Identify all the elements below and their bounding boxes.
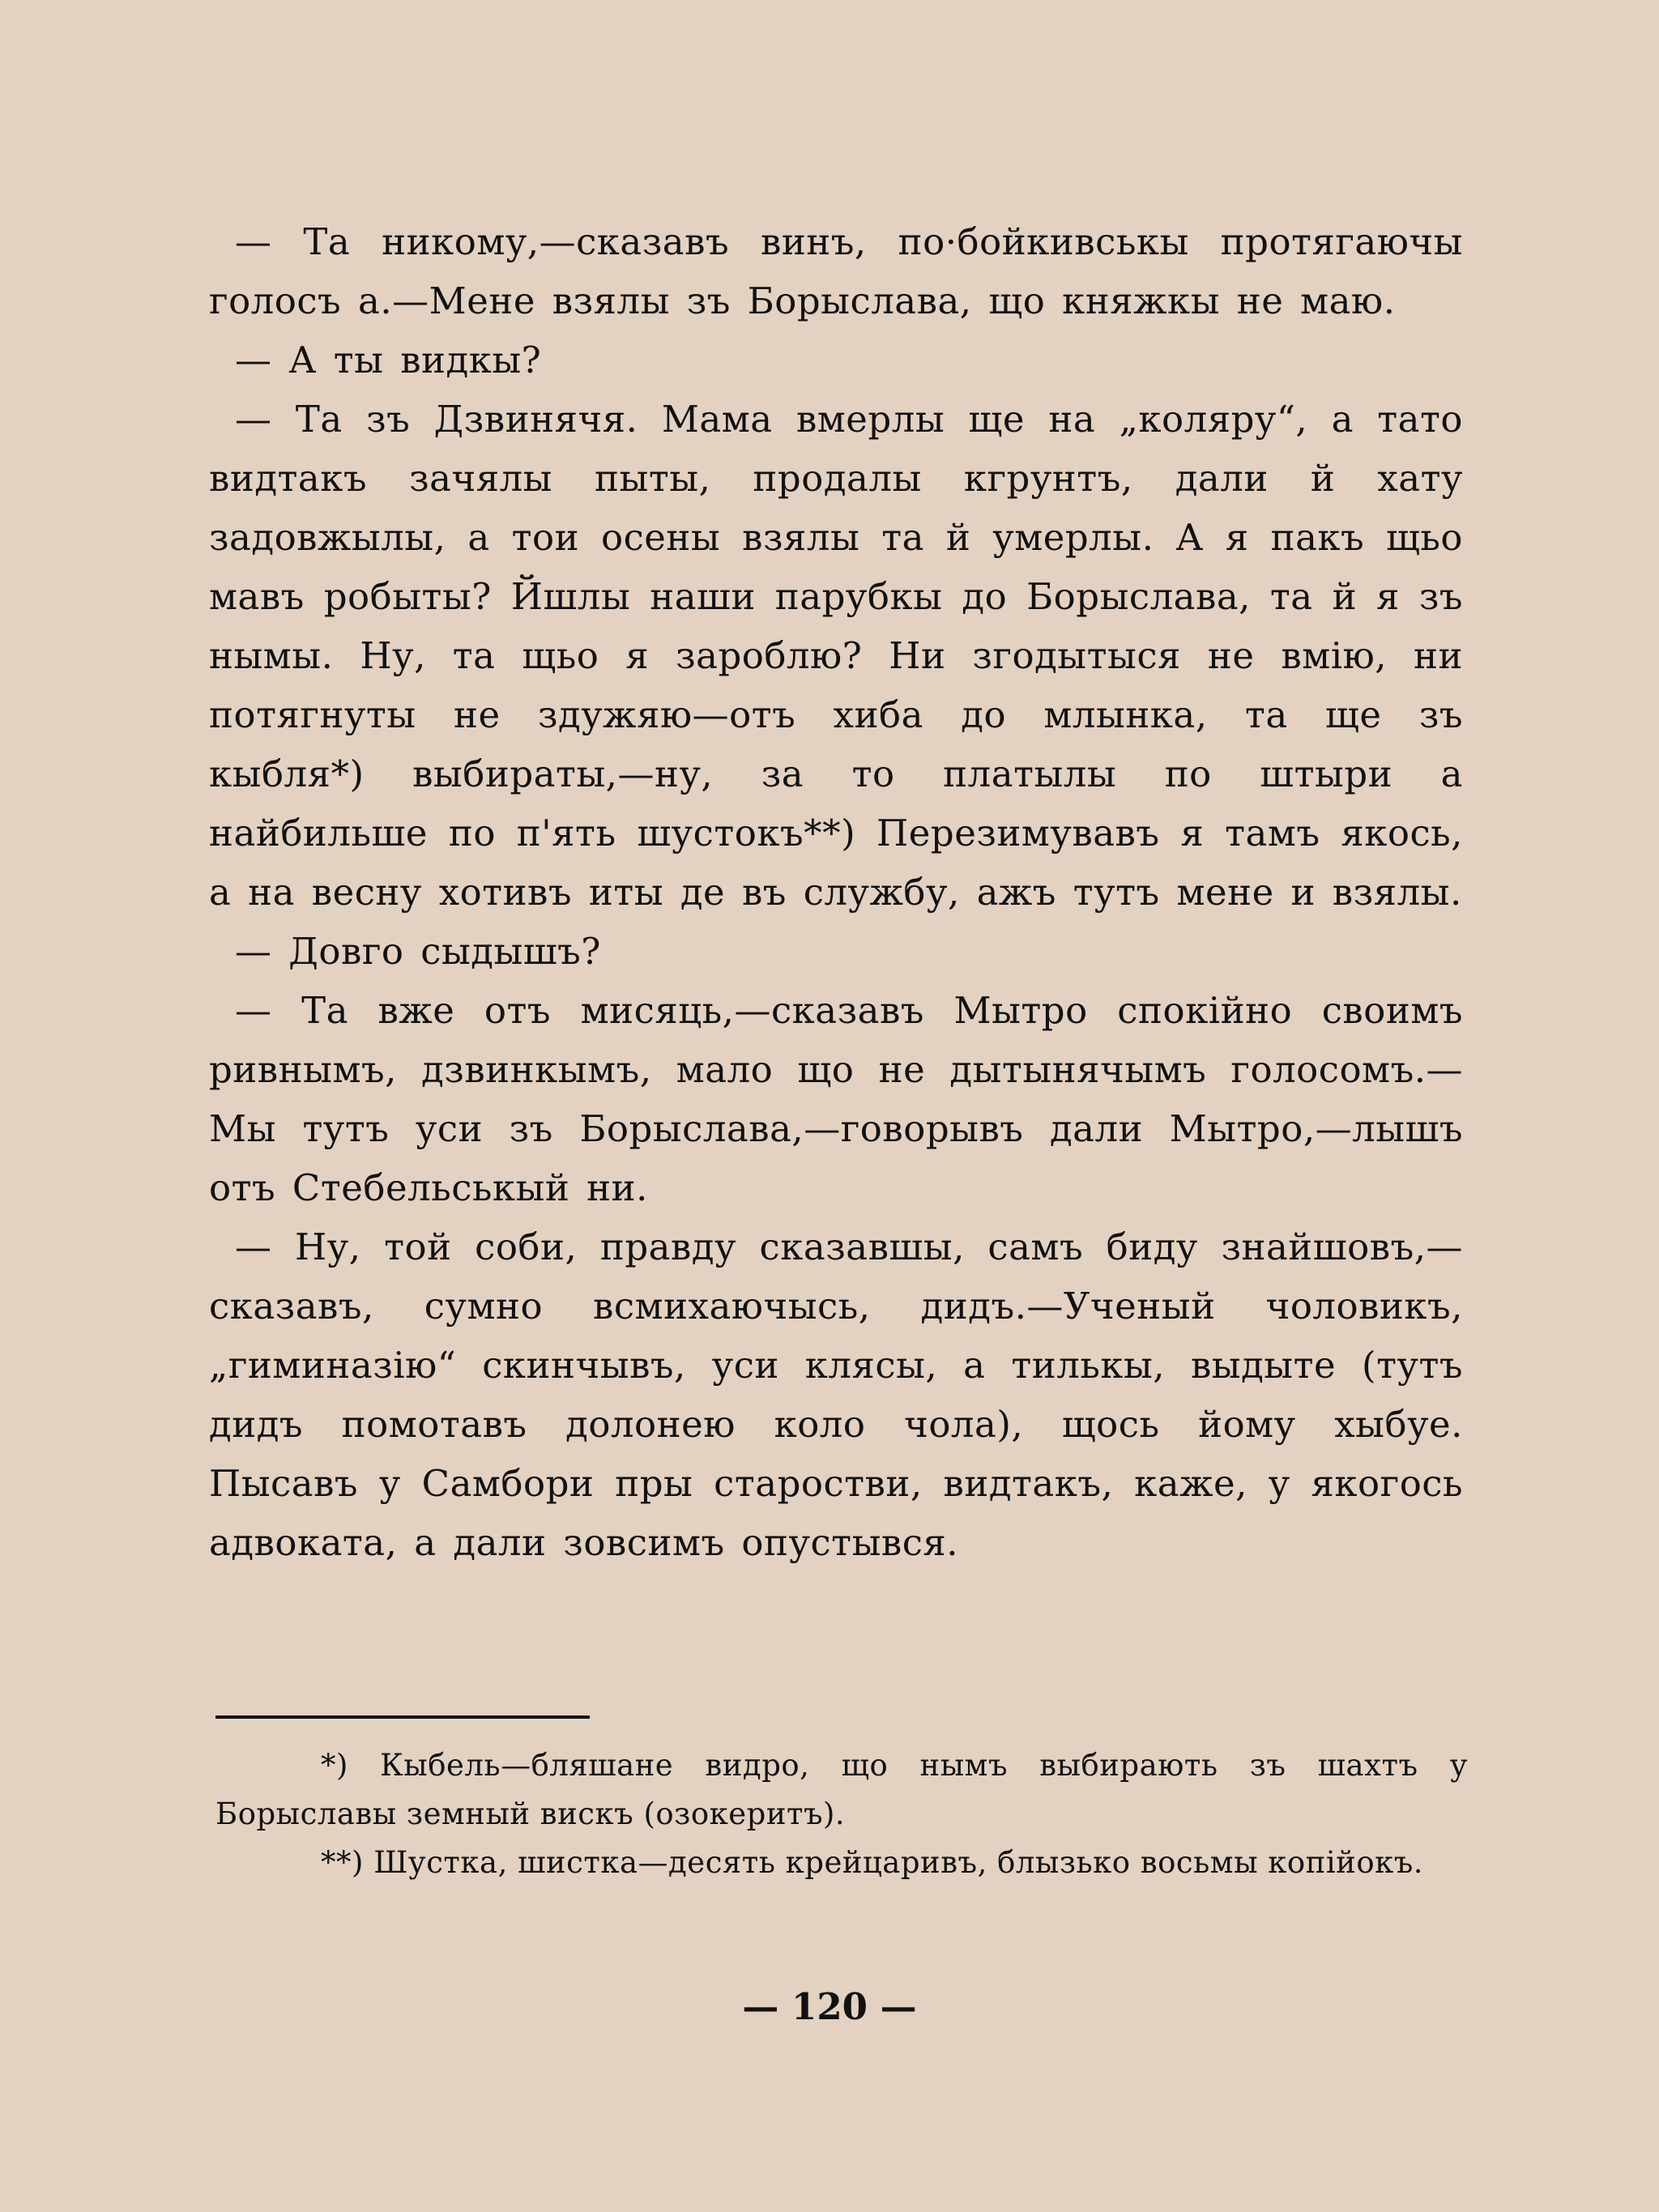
page-number: — 120 — (742, 1985, 917, 2028)
footnotes (215, 1741, 1468, 1887)
paragraph-5: — Та вже отъ мисяць,—сказавъ Мытро спокійно своимъ ривнымъ, дзвинкымъ, мало що не дытынячымъ голосомъ.—Мы тутъ уси зъ Борыслава,—говорывъ дали Мытро,—лышъ отъ Стебельськый ни. (209, 989, 1463, 1209)
footnote-2: **) Шустка, шистка—десять крейцаривъ, блызько восьмы копійокъ. (321, 1845, 1424, 1880)
main-text (209, 212, 1463, 1572)
paragraph-4: — Довго сыдышъ? (235, 930, 601, 973)
paragraph-1: — Та никому,—сказавъ винъ, по·бойкивськы протягаючы голосъ а.—Мене взялы зъ Борыслава, що княжкы не маю. (209, 220, 1463, 322)
footnote-divider (215, 1715, 590, 1719)
footnote-1: *) Кыбель—бляшане видро, що нымъ выбирають зъ шахтъ у Борыславы земный вискъ (озокеритъ). (215, 1748, 1468, 1831)
paragraph-3: — Та зъ Дзвинячя. Мама вмерлы ще на „коляру“, а тато видтакъ зачялы пыты, продалы кгрунтъ, дали й хату задовжылы, а тои осены взялы та й умерлы. А я пакъ щьо мавъ робыты? Йшлы наши парубкы до Борыслава, та й я зъ нымы. Ну, та щьо я зароблю? Ни згодытыся не вмію, ни потягнуты не здужяю—отъ хиба до млынка, та ще зъ кыбля*) выбираты,—ну, за то платылы по штыри а найбильше по п'ять шустокъ**) Перезимувавъ я тамъ якось, а на весну хотивъ иты де въ службу, ажъ тутъ мене и взялы. (209, 398, 1463, 914)
paragraph-2: — А ты видкы? (235, 339, 542, 381)
paragraph-6: — Ну, той соби, правду сказавшы, самъ биду знайшовъ,—сказавъ, сумно всмихаючысь, дидъ.—Ученый чоловикъ, „гиминазію“ скинчывъ, уси клясы, а тилькы, выдыте (тутъ дидъ помотавъ долонею коло чола), щось йому хыбуе. Пысавъ у Самбори пры старостви, видтакъ, каже, у якогось адвоката, а дали зовсимъ опустывся. (209, 1225, 1463, 1564)
